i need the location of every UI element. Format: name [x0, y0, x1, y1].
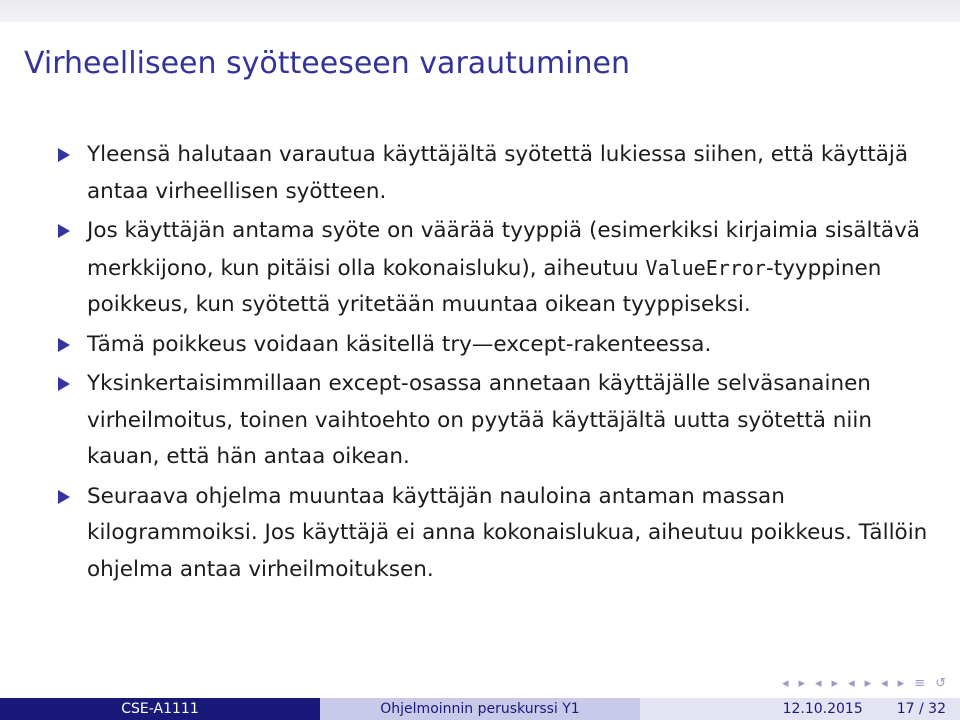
footer-page-number: 17 / 32 — [896, 701, 946, 717]
nav-prev-section-icon[interactable]: ◂ — [848, 675, 855, 691]
nav-next-frame-icon[interactable]: ▸ — [831, 675, 839, 691]
header-bar — [0, 0, 960, 22]
bullet-item — [58, 327, 938, 364]
nav-search-icon[interactable]: ↺ — [935, 675, 946, 691]
bullet-item — [58, 479, 938, 589]
bullet-text: Yleensä halutaan varautua käyttäjältä syötettä lukiessa siihen, että käyttäjä antaa virheellisen syötteen. — [87, 142, 909, 204]
footer-date: 12.10.2015 — [782, 701, 863, 717]
bullet-item — [58, 366, 938, 476]
nav-next-section-icon[interactable]: ▸ — [864, 675, 872, 691]
nav-next-slide-icon[interactable]: ▸ — [798, 675, 805, 691]
nav-prev-frame-icon[interactable]: ◂ — [815, 675, 822, 691]
bullet-triangle-icon — [58, 148, 70, 162]
bullet-text: Yksinkertaisimmillaan except-osassa annetaan käyttäjälle selväsanainen virheilmoitus, toinen vaihtoehto on pyytää käyttäjältä uutta syötettä niin kauan, että hän antaa oikean. — [87, 371, 873, 469]
beamer-navigation — [782, 674, 946, 692]
nav-prev-slide-icon[interactable]: ◂ — [781, 675, 789, 691]
bullet-item — [58, 213, 938, 324]
bullet-triangle-icon — [58, 224, 70, 238]
footer-course-code: CSE-A1111 — [0, 698, 320, 720]
nav-align-icon[interactable]: ≡ — [914, 675, 926, 691]
bullet-text: -tyyppinen poikkeus, kun syötettä yritetään muuntaa oikean tyyppiseksi. — [87, 255, 882, 317]
bullet-text: Tämä poikkeus voidaan käsitellä try—except-rakenteessa. — [87, 331, 712, 357]
bullet-list — [58, 137, 938, 591]
bullet-triangle-icon — [58, 490, 70, 504]
footer-course-name: Ohjelmoinnin peruskurssi Y1 — [320, 698, 640, 720]
bullet-item — [58, 137, 938, 210]
nav-prev-subsection-icon[interactable]: ◂ — [881, 675, 888, 691]
bullet-text: Jos käyttäjän antama syöte on väärää tyyppiä (esimerkiksi kirjaimia sisältävä merkkijono, kun pitäisi olla kokonaisluku), aiheutuu — [87, 218, 920, 281]
nav-next-subsection-icon[interactable]: ▸ — [897, 675, 905, 691]
bullet-triangle-icon — [58, 377, 70, 391]
bullet-text: Seuraava ohjelma muuntaa käyttäjän nauloina antaman massan kilogrammoiksi. Jos käyttäjä ei anna kokonaislukua, aiheutuu poikkeus. Tällöin ohjelma antaa virheilmoituksen. — [87, 483, 928, 582]
bullet-triangle-icon — [58, 338, 70, 352]
slide-title: Virheelliseen syötteeseen varautuminen — [24, 46, 630, 81]
footer-bar — [0, 698, 960, 720]
footer-right — [640, 698, 960, 720]
code-valueerror: ValueError — [645, 255, 766, 280]
